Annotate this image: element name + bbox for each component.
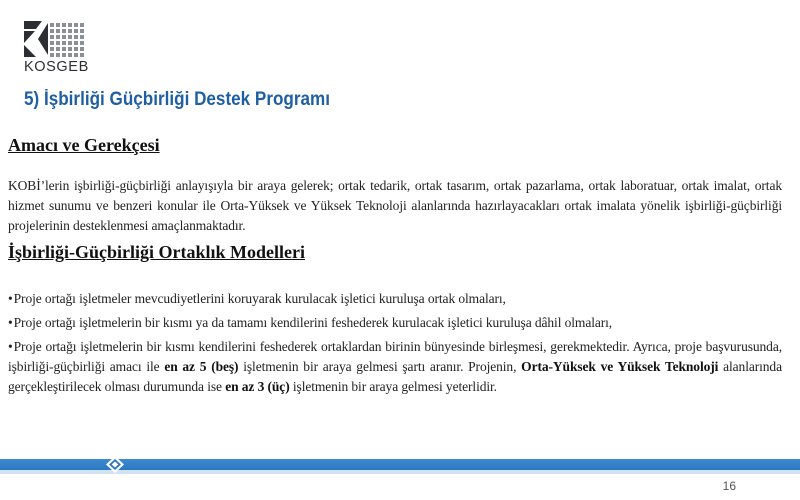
- bullet-item: [8, 313, 782, 333]
- slide-content: [8, 135, 782, 401]
- bullet-text-part: Proje ortağı işletmelerin bir kısmı kendilerini feshederek ortaklardan birinin bünyesinde birleşmesi, gerekmektedir. Ayrıca, proje başvurusunda, işbirliği-güçbirliği amacı ile: [8, 339, 782, 374]
- bullet-item: [8, 289, 782, 309]
- bullet-text: Proje ortağı işletmeler mevcudiyetlerini koruyarak kurulacak işletici kuruluşa ortak olmaları,: [13, 291, 506, 306]
- page-number: 16: [722, 479, 736, 493]
- bullet-mark: •: [8, 291, 13, 306]
- bullet-text: Proje ortağı işletmelerin bir kısmı ya da tamamı kendilerini feshederek kurulacak işletici kuruluşa dâhil olmaları,: [13, 315, 613, 330]
- logo-wordmark: KOSGEB: [24, 59, 89, 75]
- section-heading-purpose: Amacı ve Gerekçesi: [8, 135, 160, 155]
- slide-title: 5) İşbirliği Güçbirliği Destek Programı: [24, 89, 330, 110]
- section-heading-models: İşbirliği-Güçbirliği Ortaklık Modelleri: [8, 242, 305, 262]
- kosgeb-logo-mark: [24, 21, 104, 59]
- bullet-item: [8, 337, 782, 397]
- models-bullet-list: [8, 289, 782, 397]
- bullet-text-part: işletmenin bir araya gelmesi yeterlidir.: [289, 379, 497, 394]
- bullet-bold-min-three: en az 3 (üç): [225, 379, 290, 394]
- bullet-bold-technology: Orta-Yüksek ve Yüksek Teknoloji: [521, 359, 719, 374]
- bullet-bold-min-five: en az 5 (beş): [164, 359, 239, 374]
- bullet-mark: •: [8, 315, 13, 330]
- kosgeb-logo: [24, 21, 104, 77]
- purpose-paragraph: KOBİ’lerin işbirliği-güçbirliği anlayışıyla bir araya gelerek; ortak tedarik, ortak tasarım, ortak pazarlama, ortak laboratuar, ortak imalat, ortak hizmet sunumu ve benzeri konular ile Orta-Yüksek ve Yüksek Teknoloji alanlarında hazırlayacakları ortak imalata yönelik işbirliği-güçbirliği projelerinin desteklenmesi amaçlanmaktadır.: [8, 178, 782, 233]
- bullet-text-part: işletmenin bir araya gelmesi şartı aranır. Projenin,: [238, 359, 522, 374]
- footer-diamond-icon: [106, 456, 124, 473]
- bullet-text-part: alanlarında gerçekleştirilecek olması durumunda ise: [8, 359, 782, 394]
- bullet-mark: •: [8, 339, 13, 354]
